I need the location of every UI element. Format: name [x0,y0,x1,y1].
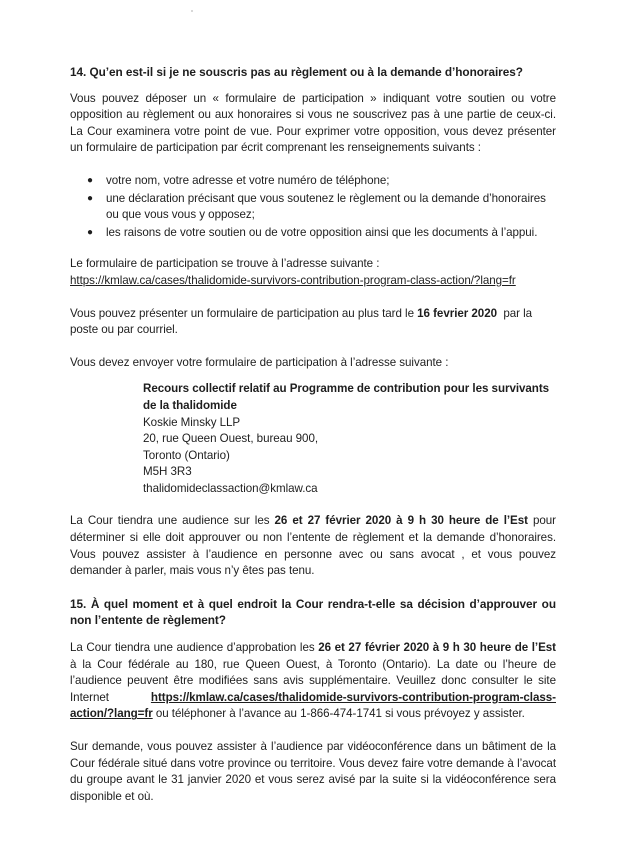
list-item-text: les raisons de votre soutien ou de votre opposition ainsi que les documents à l’appui. [106,225,538,239]
approval-url-link[interactable]: https://kmlaw.ca/cases/thalidomide-survivors-contribution-program-class-action/?lang=fr [70,690,556,721]
bullet-icon: ● [87,226,93,238]
approval-prefix: La Cour tiendra une audience d’approbation les [70,641,319,655]
section-14-heading: 14. Qu’en est-il si je ne souscris pas au règlement ou à la demande d’honoraires? [70,65,523,79]
list-item [87,225,556,242]
deadline-paragraph [70,306,556,339]
list-item [87,173,556,190]
address-city: Toronto (Ontario) [143,448,230,462]
scan-speck [191,10,193,12]
address-postal-code: M5H 3R3 [143,465,192,479]
section-14-intro: Vous pouvez déposer un « formulaire de participation » indiquant votre soutien ou votre opposition au règlement ou aux honoraires si vous ne souscrivez pas à une partie de ceux-ci. La Cour examinera votre point de vue. Pour exprimer votre opposition, vous devez présenter un formulaire de participation par écrit comprenant les renseignements suivants : [70,91,556,155]
videoconference-paragraph: Sur demande, vous pouvez assister à l’audience par vidéoconférence dans un bâtiment de la Cour fédérale situé dans votre province ou territoire. Vous devez faire votre demande à l’avocat du groupe avant le 31 janvier 2020 et vous serez avisé par la suite si la vidéoconférence sera disponible et où. [70,740,556,803]
bullet-icon: ● [87,174,93,186]
requirements-list [70,173,556,241]
form-url-link[interactable]: https://kmlaw.ca/cases/thalidomide-survivors-contribution-program-class-action/?lang=fr [70,273,516,287]
address-email[interactable]: thalidomideclassaction@kmlaw.ca [143,481,318,495]
bullet-icon: ● [87,192,93,204]
hearing-datetime: 26 et 27 février 2020 à 9 h 30 heure de l’Est [274,514,528,528]
approval-paragraph [70,640,556,723]
deadline-prefix: Vous pouvez présenter un formulaire de participation au plus tard le [70,306,418,320]
deadline-suffix: par la poste ou par courriel. [70,306,536,337]
address-title: Recours collectif relatif au Programme de contribution pour les survivants de la thalidomide [143,382,550,412]
form-location-paragraph [70,256,556,289]
document-page [70,64,556,821]
deadline-date: 16 fevrier 2020 [417,306,497,320]
send-to-paragraph: Vous devez envoyer votre formulaire de participation à l’adresse suivante : [70,355,449,369]
approval-middle: à la Cour fédérale au 180, rue Queen Ouest, à Toronto (Ontario). La date ou l’heure de l’audience peuvent être modifiées sans avis supplémentaire. Veuillez donc consulter le site Internet [70,657,556,704]
address-firm: Koskie Minsky LLP [143,415,241,429]
hearing-paragraph [70,513,556,579]
list-item-text: votre nom, votre adresse et votre numéro de téléphone; [106,173,390,187]
form-location-text: Le formulaire de participation se trouve à l’adresse suivante : [70,257,380,271]
list-item [87,191,556,224]
hearing-prefix: La Cour tiendra une audience sur les [70,514,275,528]
hearing-suffix: pour déterminer si elle doit approuver ou non l’entente de règlement et la demande d’honoraires. Vous pouvez assister à l’audience en personne avec ou sans avocat , et vous pouvez demander à parler, mais vous n’y êtes pas tenu. [70,514,556,578]
address-street: 20, rue Queen Ouest, bureau 900, [143,432,319,446]
approval-datetime: 26 et 27 février 2020 à 9 h 30 heure de l’Est [318,641,556,655]
approval-suffix: ou téléphoner à l’avance au 1-866-474-1741 si vous prévoyez y assister. [152,707,525,721]
list-item-text: une déclaration précisant que vous soutenez le règlement ou la demande d’honoraires ou que vous vous y opposez; [106,191,546,222]
section-15-heading: 15. À quel moment et à quel endroit la Cour rendra-t-elle sa décision d’approuver ou non l’entente de règlement? [70,596,556,628]
mailing-address [143,381,556,497]
